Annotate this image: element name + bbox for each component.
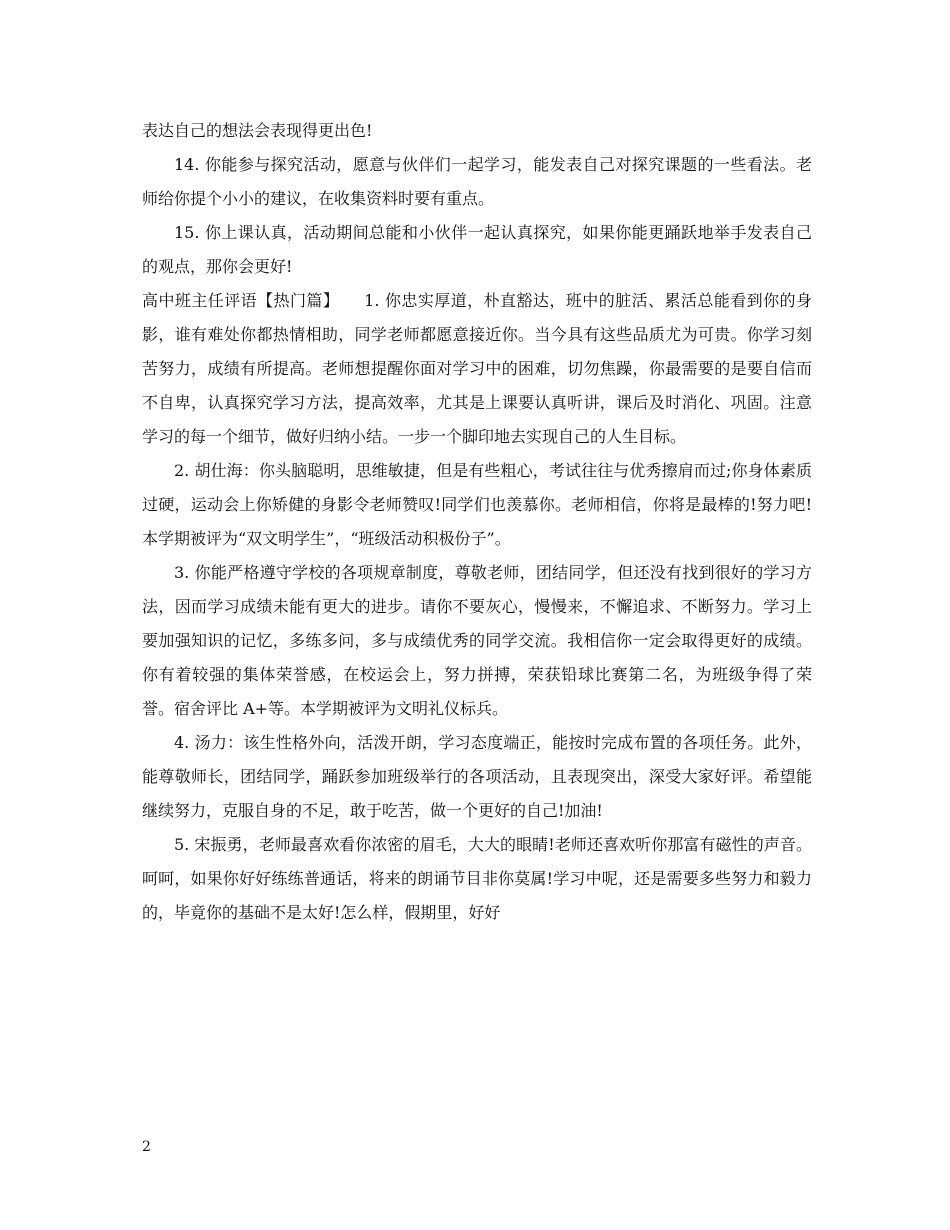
page-number: 2 <box>142 1139 151 1155</box>
paragraph-14: 14. 你能参与探究活动，愿意与伙伴们一起学习，能发表自己对探究课题的一些看法。老师给你提个小小的建议，在收集资料时要有重点。 <box>142 155 812 208</box>
paragraph-5: 5. 宋振勇，老师最喜欢看你浓密的眉毛，大大的眼睛!老师还喜欢听你那富有磁性的声音。呵呵，如果你好好练练普通话，将来的朗诵节目非你莫属!学习中呢，还是需要多些努力和毅力的，毕竟你的基础不是太好!怎么样，假期里，好好 <box>142 835 812 922</box>
paragraph-3: 3. 你能严格遵守学校的各项规章制度，尊敬老师，团结同学，但还没有找到很好的学习方法，因而学习成绩未能有更大的进步。请你不要灰心，慢慢来，不懈追求、不断努力。学习上要加强知识的记忆，多练多问，多与成绩优秀的同学交流。我相信你一定会取得更好的成绩。你有着较强的集体荣誉感，在校运会上，努力拼搏，荣获铅球比赛第二名，为班级争得了荣誉。宿舍评比 A+等。本学期被评为文明礼仪标兵。 <box>142 563 812 718</box>
paragraph-2: 2. 胡仕海：你头脑聪明，思维敏捷，但是有些粗心，考试往往与优秀擦肩而过;你身体素质过硬，运动会上你矫健的身影令老师赞叹!同学们也羡慕你。老师相信，你将是最棒的!努力吧!本学期被评为“双文明学生”，“班级活动积极份子”。 <box>142 461 812 548</box>
paragraph-15: 15. 你上课认真，活动期间总能和小伙伴一起认真探究，如果你能更踊跃地举手发表自己的观点，那你会更好! <box>142 223 812 276</box>
paragraph-4: 4. 汤力：该生性格外向，活泼开朗，学习态度端正，能按时完成布置的各项任务。此外，能尊敬师长，团结同学，踊跃参加班级举行的各项活动，且表现突出，深受大家好评。希望能继续努力，克服自身的不足，敢于吃苦，做一个更好的自己!加油! <box>142 733 812 820</box>
paragraph-1: 表达自己的想法会表现得更出色! <box>142 121 373 140</box>
paragraph-section-hot: 高中班主任评语【热门篇】 1. 你忠实厚道，朴直豁达，班中的脏活、累活总能看到你的身影，谁有难处你都热情相助，同学老师都愿意接近你。当今具有这些品质尤为可贵。你学习刻苦努力，成绩有所提高。老师想提醒你面对学习中的困难，切勿焦躁，你最需要的是要自信而不自卑，认真探究学习方法，提高效率，尤其是上课要认真听讲，课后及时消化、巩固。注意学习的每一个细节，做好归纳小结。一步一个脚印地去实现自己的人生目标。 <box>142 291 812 446</box>
document-body <box>142 114 812 930</box>
